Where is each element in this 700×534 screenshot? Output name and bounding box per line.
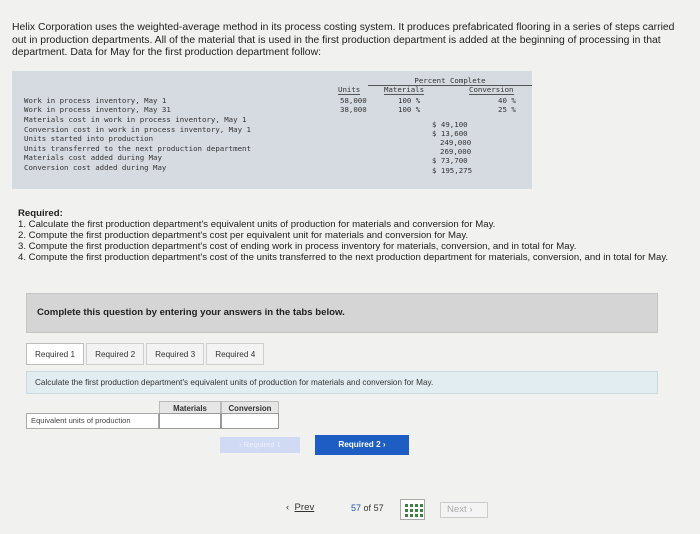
row-label: Conversion cost in work in process inventory, May 1 [24, 125, 251, 134]
row-amount: $ 13,600 [432, 129, 468, 138]
row-materials: 100 % [398, 96, 421, 105]
tab-required-3[interactable]: Required 3 [146, 343, 204, 365]
required-tabs [26, 343, 266, 365]
row-label: Conversion cost added during May [24, 163, 167, 172]
grid-row-label: Equivalent units of production [26, 413, 159, 429]
row-units: 58,000 [340, 96, 367, 105]
prev-required-button[interactable] [220, 437, 300, 453]
required-item-4: 4. Compute the first production department's cost of the units transferred to the next production department for materials, conversion, and in total for May. [18, 252, 669, 263]
data-table [12, 71, 532, 189]
next-page-label: Next [447, 504, 467, 515]
chevron-right-icon: › [466, 504, 473, 515]
conversion-eu-input[interactable] [221, 413, 279, 429]
row-conversion: 25 % [498, 105, 516, 114]
question-grid-icon[interactable] [400, 499, 425, 520]
row-amount: $ 49,100 [432, 120, 468, 129]
row-amount: $ 195,275 [432, 166, 473, 175]
instructions-panel [26, 293, 658, 333]
chevron-right-icon: › [380, 440, 386, 449]
required-section [18, 208, 678, 263]
required-item-2: 2. Compute the first production department's cost per equivalent unit for materials and conversion for May. [18, 230, 469, 241]
chevron-left-icon: ‹ [239, 440, 244, 449]
row-conversion: 40 % [498, 96, 516, 105]
next-required-label: Required 2 [338, 440, 381, 449]
row-amount: 249,000 [440, 138, 472, 147]
col-conversion-header: Conversion [469, 85, 514, 94]
chevron-left-icon: ‹ [286, 502, 295, 513]
prev-page-button[interactable] [286, 502, 314, 513]
grid-col-materials: Materials [159, 401, 221, 415]
percent-complete-header: Percent Complete [368, 76, 532, 86]
tab-required-4[interactable]: Required 4 [206, 343, 264, 365]
row-materials: 100 % [398, 105, 421, 114]
row-label: Units started into production [24, 134, 154, 143]
row-label: Units transferred to the next production department [24, 144, 251, 153]
row-label: Work in process inventory, May 31 [24, 105, 171, 114]
grid-col-conversion: Conversion [221, 401, 279, 415]
required-heading: Required: [18, 208, 63, 219]
col-units-header: Units [338, 85, 361, 94]
tab-required-1[interactable]: Required 1 [26, 343, 84, 365]
row-amount: 269,000 [440, 147, 472, 156]
page-indicator [351, 503, 384, 513]
required-item-3: 3. Compute the first production department's cost of ending work in process inventory for materials, conversion, and in total for May. [18, 241, 577, 252]
row-units: 38,000 [340, 105, 367, 114]
row-label: Work in process inventory, May 1 [24, 96, 167, 105]
page-total: 57 [373, 503, 384, 513]
page-of: of [363, 503, 372, 513]
problem-intro: Helix Corporation uses the weighted-average method in its process costing system. It produces prefabricated flooring in a series of steps carried out in production departments. All of the material that is used in the first production department is added at the beginning of processing in that department. Data for May for the first production department follow: [12, 22, 675, 59]
col-materials-header: Materials [384, 85, 425, 94]
prev-page-label: Prev [294, 502, 315, 513]
row-amount: $ 73,700 [432, 156, 468, 165]
materials-eu-input[interactable] [159, 413, 221, 429]
next-page-button[interactable] [440, 502, 488, 518]
next-required-button[interactable] [315, 435, 409, 455]
tab-instruction: Calculate the first production department's equivalent units of production for materials and conversion for May. [26, 371, 658, 394]
row-label: Materials cost added during May [24, 153, 162, 162]
prev-required-label: Required 1 [243, 440, 281, 449]
page-current: 57 [351, 503, 362, 513]
row-label: Materials cost in work in process inventory, May 1 [24, 115, 247, 124]
tab-required-2[interactable]: Required 2 [86, 343, 144, 365]
panel-text: Complete this question by entering your answers in the tabs below. [37, 307, 345, 318]
required-item-1: 1. Calculate the first production department's equivalent units of production for materials and conversion for May. [18, 219, 496, 230]
